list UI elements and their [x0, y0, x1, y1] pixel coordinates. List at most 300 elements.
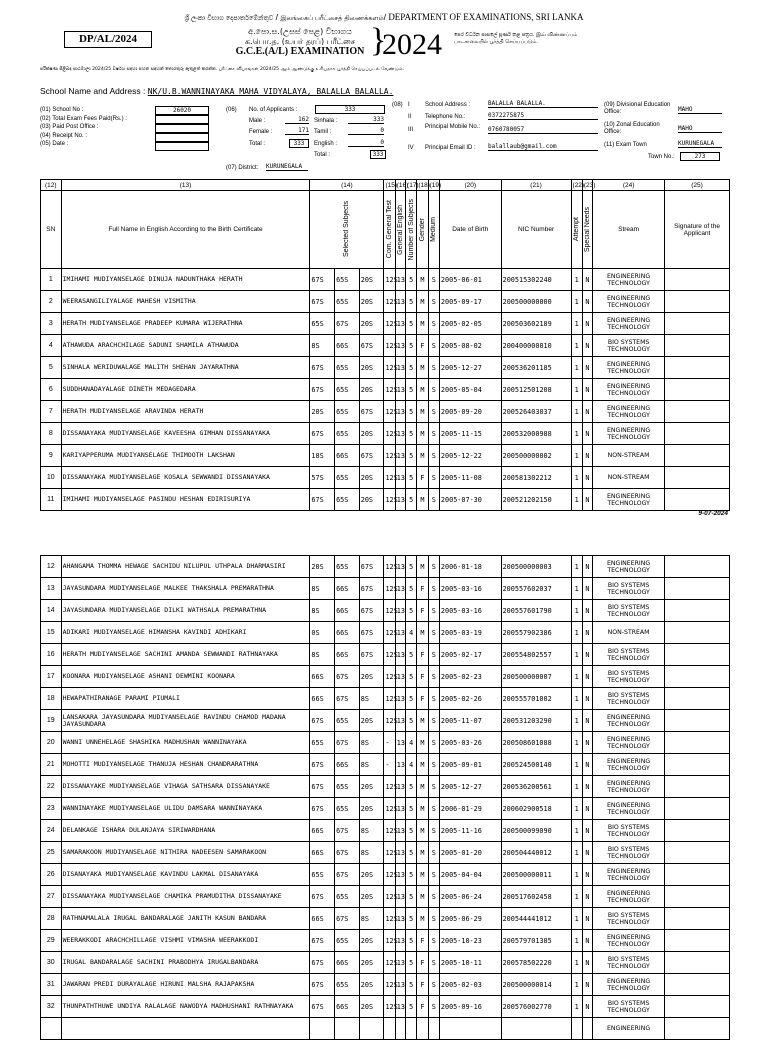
cell-nic: 200524500140 [501, 754, 571, 776]
cell-attempt: 1 [571, 666, 582, 688]
cell-subject-2: 65S [335, 467, 360, 489]
cell-gender: M [417, 754, 428, 776]
cell-gender: F [417, 335, 428, 357]
col-num: (14) [310, 180, 384, 191]
cell-gender: F [417, 952, 428, 974]
cell-signature[interactable] [665, 489, 730, 511]
cell-dob: 2005-09-01 [439, 754, 501, 776]
cell-general-english: 13 [395, 357, 405, 379]
cell-medium: S [428, 886, 439, 908]
cell-dob: 2005-03-19 [439, 622, 501, 644]
cell-subject-1: 65S [310, 313, 335, 335]
cell-cgt: - [384, 732, 395, 754]
table-row [41, 423, 730, 445]
cell-subject-3: 20S [359, 313, 384, 335]
town-no-label: Town No.: [648, 154, 675, 160]
cell-attempt: 1 [571, 313, 582, 335]
cell-stream: BIO SYSTEMS TECHNOLOGY [593, 578, 665, 600]
post-office-field[interactable] [155, 124, 209, 133]
cell-signature[interactable] [665, 600, 730, 622]
exam-year: 2024 [382, 28, 442, 61]
cell-name: KOONARA MUDIYANSELAGE ASHANI DEWMINI KOONARA [61, 666, 310, 688]
school-name-label: School Name and Address : [40, 86, 146, 96]
cell-sn: 3 [41, 313, 62, 335]
cell-subject-1: 66S [310, 666, 335, 688]
cell-sn: 12 [41, 556, 62, 578]
cell-attempt: 1 [571, 776, 582, 798]
cell-name: HERATH MUDIYANSELAGE ARAVINDA HERATH [61, 401, 310, 423]
cell-sn: 2 [41, 291, 62, 313]
cell-signature[interactable] [665, 710, 730, 732]
cell-medium: S [428, 622, 439, 644]
cell-number-of-subjects: 5 [406, 423, 417, 445]
cell-dob: 2005-09-17 [439, 291, 501, 313]
cell-nic: 200521202150 [501, 489, 571, 511]
cell-dob: 2005-12-27 [439, 776, 501, 798]
principal-email-label: Principal Email ID : [425, 145, 476, 151]
table-row [41, 644, 730, 666]
cell-name: SAMARAKOON MUDIYANSELAGE NITHIRA NADEESEN SAMARAKOON [61, 842, 310, 864]
cell-subject-1: 20S [310, 401, 335, 423]
date-label: (05) Date : [40, 141, 69, 147]
cell-stream: ENGINEERING TECHNOLOGY [593, 754, 665, 776]
table-row [41, 556, 730, 578]
cell-name: JAYASUNDARA MUDIYANSELAGE MALKEE THAKSHALA PREMARATHNA [61, 578, 310, 600]
cell-number-of-subjects: 5 [406, 974, 417, 996]
table-row [41, 776, 730, 798]
cell-subject-3 [359, 1018, 384, 1040]
cell-sn [41, 1018, 62, 1040]
cell-name: WANNINAYAKE MUDIYANSELAGE ULIDU DAMSARA WANNINAYAKA [61, 798, 310, 820]
cell-nic: 200500000014 [501, 974, 571, 996]
cell-gender: M [417, 291, 428, 313]
cell-subject-2: 65S [335, 798, 360, 820]
receipt-field[interactable] [155, 133, 209, 142]
fees-field[interactable] [155, 115, 209, 124]
cell-cgt: 12S [384, 908, 395, 930]
cell-attempt: 1 [571, 754, 582, 776]
cell-cgt: 12S [384, 820, 395, 842]
applicants-label: No. of Applicants : [249, 107, 298, 113]
header-sn: SN [41, 191, 62, 269]
cell-subject-3: 20S [359, 886, 384, 908]
cell-name: HEWAPATHIRANAGE PARAMI PIUMALI [61, 688, 310, 710]
cell-number-of-subjects: 5 [406, 445, 417, 467]
cell-subject-3: 67S [359, 578, 384, 600]
cell-dob: 2005-02-26 [439, 688, 501, 710]
address-value: BALALLA BALALLA. [488, 100, 598, 108]
cell-name: RATHNAMALALA IRUGAL BANDARALAGE JANITH KASUN BANDARA [61, 908, 310, 930]
table-row [41, 401, 730, 423]
cell-medium: S [428, 666, 439, 688]
cell-subject-2: 67S [335, 908, 360, 930]
cell-number-of-subjects: 5 [406, 357, 417, 379]
cell-gender: M [417, 798, 428, 820]
cell-subject-2: 67S [335, 842, 360, 864]
cell-stream: ENGINEERING TECHNOLOGY [593, 864, 665, 886]
header-gender: Gender [417, 191, 428, 269]
cell-gender: M [417, 864, 428, 886]
cell-gender: F [417, 930, 428, 952]
header-cgt: Com. General Test [384, 191, 395, 269]
cell-general-english: 13 [395, 445, 405, 467]
cell-attempt: 1 [571, 798, 582, 820]
cell-gender: F [417, 974, 428, 996]
instruction-note: පරීක්ෂණ පිළිබඳ පාඨමාලා 2024/25 වර්ෂය සඳහා පහත සඳහන් තොරතුරු ඇතුළත් කරන්න. பரீட்சை விபரங்கள் 2024/25 ஆம் ஆண்டுக்கு உரியதாக பூர்த்தி செய்யப்படல் வேண்டும். [40, 67, 404, 72]
row-08-code: (08) [392, 102, 403, 108]
cell-nic: 200557902386 [501, 622, 571, 644]
cell-signature[interactable] [665, 423, 730, 445]
cell-stream: ENGINEERING [593, 1018, 665, 1040]
cell-number-of-subjects: 5 [406, 600, 417, 622]
info-left-labels [40, 107, 160, 150]
cell-cgt: 12S [384, 666, 395, 688]
cell-dob: 2005-03-16 [439, 578, 501, 600]
cell-signature[interactable] [665, 688, 730, 710]
cell-attempt: 1 [571, 622, 582, 644]
cell-signature[interactable] [665, 291, 730, 313]
header-general-english: General English [395, 191, 405, 269]
col-num: (24) [593, 180, 665, 191]
cell-signature[interactable] [665, 644, 730, 666]
cell-nic: 200544441012 [501, 908, 571, 930]
dept-tamil: இலங்கைப் பரீட்சைத் திணைக்களம் [280, 14, 384, 22]
receipt-label: (04) Receipt No. : [40, 132, 88, 139]
cell-cgt: 12S [384, 357, 395, 379]
cell-subject-2: 66S [335, 622, 360, 644]
cell-general-english: 13 [395, 710, 405, 732]
tamil-label: Tamil : [314, 129, 332, 135]
telephone-label: Telephone No.: [425, 114, 466, 120]
col-num: (25) [665, 180, 730, 191]
table-row [41, 291, 730, 313]
cell-medium: S [428, 974, 439, 996]
cell-subject-1: 67S [310, 291, 335, 313]
column-number-row [41, 180, 730, 191]
cell-subject-1: 57S [310, 467, 335, 489]
cell-name: LANSAKARA JAYASUNDARA MUDIYANSELAGE RAVINDU CHAMOD MADANA JAYASUNDARA [61, 710, 310, 732]
cell-subject-3: 20S [359, 379, 384, 401]
cell-dob: 2005-08-02 [439, 335, 501, 357]
cell-subject-1: 65S [310, 732, 335, 754]
zonal-office-value: MAHO [678, 125, 722, 133]
header-signature: Signature of the Applicant [665, 191, 730, 269]
cell-number-of-subjects: 5 [406, 996, 417, 1018]
cell-medium: S [428, 445, 439, 467]
sinhala-label: Sinhala : [314, 118, 338, 124]
cell-cgt: 12S [384, 445, 395, 467]
cell-signature[interactable] [665, 445, 730, 467]
total-value: 333 [289, 139, 309, 148]
cell-cgt: 12S [384, 335, 395, 357]
cell-subject-3: 67S [359, 622, 384, 644]
cell-general-english: 13 [395, 578, 405, 600]
table-row [41, 578, 730, 600]
cell-signature[interactable] [665, 974, 730, 996]
cell-sn: 16 [41, 644, 62, 666]
cell-signature[interactable] [665, 776, 730, 798]
cell-special-needs: N [582, 379, 592, 401]
cell-number-of-subjects [406, 1018, 417, 1040]
exam-title-sinhala: අ.පො.ස.(උසස් පෙළ) විභාගය [248, 27, 352, 36]
cell-nic [501, 1018, 571, 1040]
cell-signature[interactable] [665, 732, 730, 754]
cell-gender: M [417, 445, 428, 467]
medium-total-value: 333 [370, 150, 386, 159]
cell-cgt: 12S [384, 556, 395, 578]
cell-general-english: 13 [395, 886, 405, 908]
cell-attempt: 1 [571, 489, 582, 511]
cell-dob: 2005-03-26 [439, 732, 501, 754]
cell-sn: 27 [41, 886, 62, 908]
cell-special-needs: N [582, 886, 592, 908]
cell-name: JAYASUNDARA MUDIYANSELAGE DILKI WATHSALA PREMARATHNA [61, 600, 310, 622]
cell-subject-2: 66S [335, 600, 360, 622]
cell-signature[interactable] [665, 335, 730, 357]
applicants-field[interactable]: 333 [315, 105, 385, 114]
cell-stream: ENGINEERING TECHNOLOGY [593, 776, 665, 798]
cell-gender: M [417, 357, 428, 379]
cell-general-english: 13 [395, 600, 405, 622]
school-name-value: NK/U.B.WANNINAYAKA MAHA VIDYALAYA, BALALLA BALALLA. [147, 87, 394, 96]
cell-medium: S [428, 600, 439, 622]
cell-attempt: 1 [571, 379, 582, 401]
cell-dob: 2005-02-03 [439, 974, 501, 996]
cell-signature[interactable] [665, 820, 730, 842]
cell-subject-2: 65S [335, 886, 360, 908]
cell-subject-3: 8S [359, 754, 384, 776]
cell-dob: 2006-01-29 [439, 798, 501, 820]
cell-nic: 200504440012 [501, 842, 571, 864]
cell-medium: S [428, 578, 439, 600]
cell-gender: M [417, 732, 428, 754]
header-stream: Stream [593, 191, 665, 269]
cell-signature[interactable] [665, 798, 730, 820]
female-label: Female : [249, 129, 273, 135]
cell-nic: 200536201185 [501, 357, 571, 379]
cell-signature[interactable] [665, 467, 730, 489]
cell-subject-1: 67S [310, 930, 335, 952]
cell-signature[interactable] [665, 578, 730, 600]
cell-medium: S [428, 556, 439, 578]
cell-subject-3: 67S [359, 644, 384, 666]
cell-signature[interactable] [665, 357, 730, 379]
cell-general-english: 13 [395, 423, 405, 445]
cell-special-needs: N [582, 644, 592, 666]
cell-stream: NON-STREAM [593, 445, 665, 467]
cell-attempt: 1 [571, 886, 582, 908]
cell-stream: ENGINEERING TECHNOLOGY [593, 291, 665, 313]
cell-stream: BIO SYSTEMS TECHNOLOGY [593, 820, 665, 842]
divisional-office-label: (09) Divisional Education Office: [604, 102, 671, 115]
cell-name: IMIHAMI MUDIYANSELAGE PASINDU HESHAN EDIRISURIYA [61, 489, 310, 511]
cell-gender: M [417, 556, 428, 578]
cell-stream: BIO SYSTEMS TECHNOLOGY [593, 335, 665, 357]
cell-subject-1: 67S [310, 776, 335, 798]
principal-mobile-label: Principal Mobile No.: [425, 124, 481, 130]
cell-stream: ENGINEERING TECHNOLOGY [593, 379, 665, 401]
cell-signature[interactable] [665, 952, 730, 974]
cell-signature[interactable] [665, 379, 730, 401]
zonal-office-label: (10) Zonal Education Office: [604, 122, 660, 135]
cell-dob: 2005-09-20 [439, 401, 501, 423]
cell-nic: 200508601088 [501, 732, 571, 754]
cell-gender: F [417, 666, 428, 688]
cell-medium: S [428, 842, 439, 864]
header-medium: Medium [428, 191, 439, 269]
cell-number-of-subjects: 5 [406, 467, 417, 489]
cell-general-english: 13 [395, 556, 405, 578]
cell-signature[interactable] [665, 556, 730, 578]
cell-subject-2: 65S [335, 423, 360, 445]
cell-subject-2: 65S [335, 776, 360, 798]
cell-subject-1: 67S [310, 357, 335, 379]
post-office-label: (03) Paid Post Office : [40, 124, 99, 130]
cell-attempt: 1 [571, 996, 582, 1018]
cell-subject-1: 20S [310, 556, 335, 578]
cell-special-needs [582, 1018, 592, 1040]
table-row [41, 908, 730, 930]
cell-cgt: 12S [384, 313, 395, 335]
cell-medium: S [428, 754, 439, 776]
brace-icon: } [370, 22, 387, 59]
cell-signature[interactable] [665, 666, 730, 688]
applicants-table-top [40, 179, 730, 511]
fees-label: (02) Total Exam Fees Paid(Rs.) : [40, 115, 127, 122]
cell-stream: ENGINEERING TECHNOLOGY [593, 974, 665, 996]
cell-sn: 26 [41, 864, 62, 886]
cell-signature[interactable] [665, 842, 730, 864]
cell-signature[interactable] [665, 864, 730, 886]
cell-name: SUDDHANADAYALAGE DINETH MEDAGEDARA [61, 379, 310, 401]
cell-gender: F [417, 644, 428, 666]
cell-sn: 8 [41, 423, 62, 445]
cell-cgt: 12S [384, 886, 395, 908]
cell-attempt: 1 [571, 600, 582, 622]
cell-attempt: 1 [571, 688, 582, 710]
cell-general-english: 13 [395, 952, 405, 974]
table-row [41, 798, 730, 820]
cell-signature[interactable] [665, 930, 730, 952]
cell-subject-2: 66S [335, 644, 360, 666]
cell-subject-3: 67S [359, 401, 384, 423]
exam-title-tamil: க.பொ.த. (உயர் தரப்) பரீட்சை [244, 37, 356, 46]
district-value: KURUNEGALA [266, 163, 308, 171]
cell-dob: 2005-06-29 [439, 908, 501, 930]
cell-nic: 200500000011 [501, 864, 571, 886]
cell-subject-3: 8S [359, 842, 384, 864]
cell-attempt: 1 [571, 820, 582, 842]
cell-subject-3: 20S [359, 291, 384, 313]
cell-signature[interactable] [665, 886, 730, 908]
cell-signature[interactable] [665, 908, 730, 930]
cell-general-english: 13 [395, 666, 405, 688]
col-num: (16) [396, 181, 409, 189]
table-row [41, 335, 730, 357]
cell-stream: NON-STREAM [593, 622, 665, 644]
cell-subject-2: 67S [335, 732, 360, 754]
cell-name: HERATH MUDIYANSELAGE PRADEEP KUMARA WIJERATHNA [61, 313, 310, 335]
cell-cgt: 12S [384, 842, 395, 864]
cell-subject-1: 66S [310, 820, 335, 842]
cell-number-of-subjects: 5 [406, 269, 417, 291]
header-row [41, 191, 730, 269]
cell-signature[interactable] [665, 401, 730, 423]
cell-stream: ENGINEERING TECHNOLOGY [593, 798, 665, 820]
cell-gender: M [417, 886, 428, 908]
cell-subject-3: 20S [359, 357, 384, 379]
cell-medium: S [428, 820, 439, 842]
cell-subject-1: 67S [310, 996, 335, 1018]
table-row [41, 996, 730, 1018]
cell-gender: M [417, 423, 428, 445]
cell-subject-1: 67S [310, 423, 335, 445]
cell-signature[interactable] [665, 269, 730, 291]
cell-cgt: 12S [384, 952, 395, 974]
date-field[interactable] [155, 142, 209, 151]
cell-nic: 200536200561 [501, 776, 571, 798]
cell-dob: 2005-12-27 [439, 357, 501, 379]
cell-gender: M [417, 313, 428, 335]
school-no-label: (01) School No : [40, 107, 84, 113]
cell-gender: F [417, 467, 428, 489]
cell-subject-2: 67S [335, 688, 360, 710]
cell-attempt: 1 [571, 423, 582, 445]
cell-general-english: 13 [395, 776, 405, 798]
cell-name: MOHOTTI MUDIYANSELAGE THANUJA HESHAN CHANDRARATHNA [61, 754, 310, 776]
cell-special-needs: N [582, 357, 592, 379]
cell-attempt: 1 [571, 710, 582, 732]
cell-attempt: 1 [571, 974, 582, 996]
school-no-field[interactable]: 26020 [155, 106, 209, 115]
cell-stream: ENGINEERING TECHNOLOGY [593, 423, 665, 445]
col-num: (21) [501, 180, 571, 191]
col-num: (19) [429, 181, 442, 189]
cell-subject-3: 67S [359, 335, 384, 357]
cell-signature[interactable] [665, 622, 730, 644]
cell-dob: 2005-11-08 [439, 467, 501, 489]
cell-number-of-subjects: 5 [406, 710, 417, 732]
table-row [41, 1018, 730, 1040]
cell-signature[interactable] [665, 1018, 730, 1040]
cell-signature[interactable] [665, 996, 730, 1018]
cell-nic: 200500000003 [501, 556, 571, 578]
cell-special-needs: N [582, 710, 592, 732]
cell-signature[interactable] [665, 313, 730, 335]
cell-special-needs: N [582, 467, 592, 489]
cell-medium: S [428, 401, 439, 423]
cell-number-of-subjects: 4 [406, 754, 417, 776]
cell-signature[interactable] [665, 754, 730, 776]
exam-town-label: (11) Exam Town [604, 142, 647, 148]
cell-name: DISSANAYAKE MUDIYANSELAGE VIHAGA SATHSARA DISSANAYAKE [61, 776, 310, 798]
table-row [41, 379, 730, 401]
cell-subject-2: 66S [335, 996, 360, 1018]
cell-nic: 200576002770 [501, 996, 571, 1018]
cell-gender: M [417, 908, 428, 930]
table-row [41, 842, 730, 864]
cell-number-of-subjects: 5 [406, 379, 417, 401]
cell-sn: 18 [41, 688, 62, 710]
cell-subject-1: 65S [310, 864, 335, 886]
cell-sn: 21 [41, 754, 62, 776]
cell-attempt: 1 [571, 291, 582, 313]
cell-name: WEERASANGILIYALAGE MAHESH VISMITHA [61, 291, 310, 313]
cell-medium [428, 1018, 439, 1040]
principal-email-value: balallaub@gmail.com [488, 143, 598, 151]
header-subjects: Selected Subjects [310, 191, 384, 269]
cell-subject-2: 67S [335, 820, 360, 842]
